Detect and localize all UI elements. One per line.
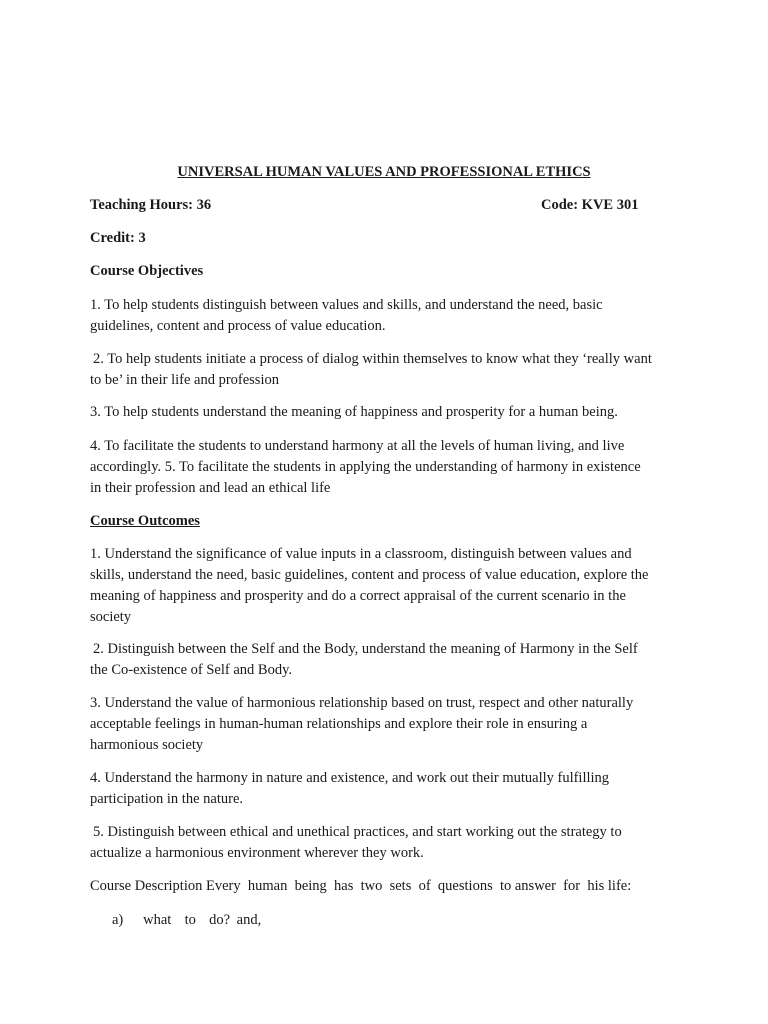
outcome-4-line-1: 4. Understand the harmony in nature and existence, and work out their mutually fulfilling (90, 770, 610, 786)
document-title: UNIVERSAL HUMAN VALUES AND PROFESSIONAL ETHICS (177, 164, 591, 180)
list-item-a: a) what to do? and, (112, 912, 262, 928)
outcomes-heading: Course Outcomes (90, 513, 200, 529)
credit: Credit: 3 (90, 230, 146, 246)
objective-2-line-1: 2. To help students initiate a process of dialog within themselves to know what they ‘really want (93, 351, 652, 367)
course-code: Code: KVE 301 (541, 197, 639, 213)
outcome-3-line-1: 3. Understand the value of harmonious relationship based on trust, respect and other naturally (90, 695, 634, 711)
outcome-1-line-2: skills, understand the need, basic guidelines, content and process of value education, explore the (90, 567, 649, 583)
outcome-4-line-2: participation in the nature. (90, 791, 244, 807)
objective-4-line-3: in their profession and lead an ethical life (90, 480, 331, 496)
objective-1-line-2: guidelines, content and process of value education. (90, 318, 386, 334)
objective-2-line-2: to be’ in their life and profession (90, 372, 279, 388)
objective-3-line-1: 3. To help students understand the meaning of happiness and prosperity for a human being. (90, 404, 618, 420)
outcome-1-line-3: meaning of happiness and prosperity and do a correct appraisal of the current scenario in the (90, 588, 626, 604)
objective-4-line-1: 4. To facilitate the students to understand harmony at all the levels of human living, and live (90, 438, 625, 454)
course-description: Course Description Every human being has two sets of questions to answer for his life: (90, 878, 632, 894)
outcome-1-line-1: 1. Understand the significance of value inputs in a classroom, distinguish between values and (90, 546, 632, 562)
outcome-5-line-2: actualize a harmonious environment wherever they work. (90, 845, 424, 861)
objective-1-line-1: 1. To help students distinguish between values and skills, and understand the need, basic (90, 297, 603, 313)
outcome-2-line-1: 2. Distinguish between the Self and the Body, understand the meaning of Harmony in the Self (93, 641, 638, 657)
outcome-3-line-2: acceptable feelings in human-human relationships and explore their role in ensuring a (90, 716, 588, 732)
objective-4-line-2: accordingly. 5. To facilitate the students in applying the understanding of harmony in existence (90, 459, 641, 475)
outcome-1-line-4: society (90, 609, 132, 625)
outcome-3-line-3: harmonious society (90, 737, 204, 753)
teaching-hours: Teaching Hours: 36 (90, 197, 212, 213)
outcome-2-line-2: the Co-existence of Self and Body. (90, 662, 293, 678)
objectives-heading: Course Objectives (90, 263, 204, 279)
outcome-5-line-1: 5. Distinguish between ethical and unethical practices, and start working out the strategy to (93, 824, 622, 840)
